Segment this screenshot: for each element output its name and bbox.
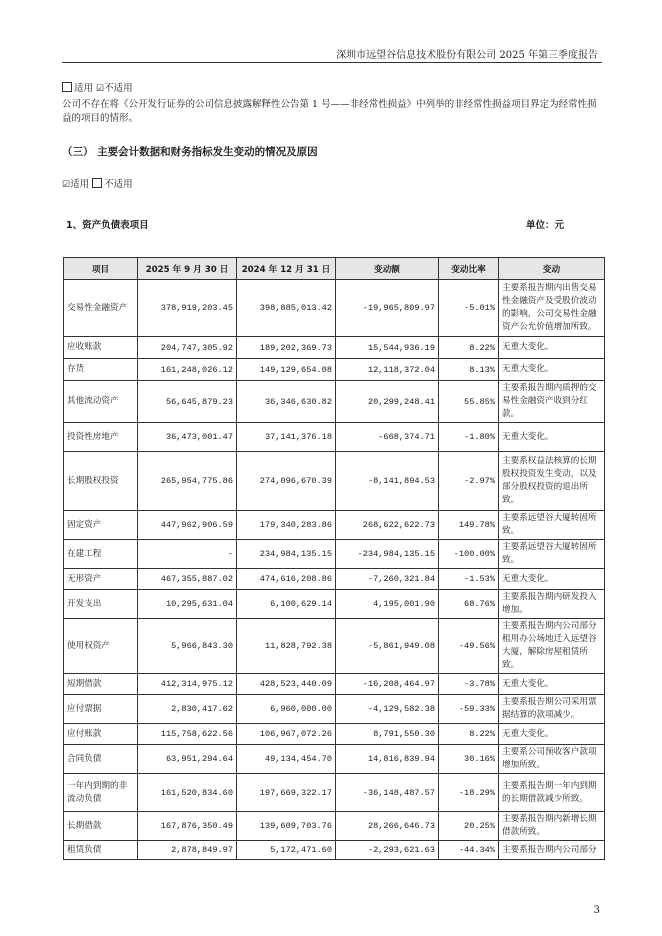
header-ratio: 变动比率: [439, 258, 499, 280]
cell-prior: 36,346,630.82: [237, 381, 336, 423]
table-row: [64, 452, 605, 511]
cell-ratio: -59.33%: [439, 695, 499, 724]
cell-prior: 6,960,000.00: [237, 695, 336, 724]
header-item: 项目: [64, 258, 138, 280]
checked-box-icon[interactable]: ☑: [62, 180, 71, 190]
cell-prior: 428,523,440.09: [237, 674, 336, 695]
cell-reason: 主要系报告期内出售交易性金融资产及受股价波动的影响，公司交易性金融资产公允价值增加所致。: [499, 280, 605, 337]
cell-change: -8,141,894.53: [336, 452, 439, 511]
cell-item: 应付账款: [64, 724, 138, 745]
cell-prior: 5,172,471.60: [237, 841, 336, 860]
table-row: [64, 381, 605, 423]
cell-ratio: 68.76%: [439, 590, 499, 619]
cell-current: 56,645,879.23: [138, 381, 237, 423]
cell-item: 其他流动资产: [64, 381, 138, 423]
cell-reason: 无重大变化。: [499, 359, 605, 381]
cell-reason: 无重大变化。: [499, 423, 605, 452]
cell-item: 一年内到期的非流动负债: [64, 774, 138, 812]
cell-reason: 主要系远望谷大厦转固所致。: [499, 511, 605, 540]
cell-current: 167,876,350.49: [138, 812, 237, 841]
cell-current: -: [138, 540, 237, 569]
cell-ratio: -3.78%: [439, 674, 499, 695]
cell-reason: 主要系报告期内新增长期借款所致。: [499, 812, 605, 841]
header-divider: [62, 62, 602, 63]
cell-reason: 主要系权益法核算的长期股权投资发生变动，以及部分股权投资的退出所致。: [499, 452, 605, 511]
cell-ratio: -2.97%: [439, 452, 499, 511]
header-prior: 2024 年 12 月 31 日: [237, 258, 336, 280]
table-row: [64, 423, 605, 452]
cell-reason: 无重大变化。: [499, 569, 605, 590]
cell-current: 204,747,305.92: [138, 337, 237, 359]
cell-change: -19,965,809.97: [336, 280, 439, 337]
table-row: [64, 774, 605, 812]
cell-current: 447,962,906.59: [138, 511, 237, 540]
cell-reason: 无重大变化。: [499, 337, 605, 359]
cell-change: 268,622,622.73: [336, 511, 439, 540]
cell-item: 合同负债: [64, 745, 138, 774]
cell-current: 63,951,294.64: [138, 745, 237, 774]
cell-change: -36,148,487.57: [336, 774, 439, 812]
cell-ratio: 30.16%: [439, 745, 499, 774]
cell-current: 265,954,775.86: [138, 452, 237, 511]
cell-current: 2,878,849.97: [138, 841, 237, 860]
cell-change: -4,129,582.38: [336, 695, 439, 724]
cell-change: 28,266,646.73: [336, 812, 439, 841]
option-not-applicable-label: 不适用: [104, 179, 133, 190]
checked-box-icon[interactable]: ☑: [96, 84, 105, 94]
cell-ratio: -1.53%: [439, 569, 499, 590]
cell-change: 14,816,839.94: [336, 745, 439, 774]
cell-current: 412,314,975.12: [138, 674, 237, 695]
cell-prior: 6,100,629.14: [237, 590, 336, 619]
cell-item: 租赁负债: [64, 841, 138, 860]
table-row: [64, 619, 605, 674]
non-recurring-statement: 公司不存在将《公开发行证券的公司信息披露解释性公告第 1 号——非经常性损益》中列举的非经常性损益项目界定为经常性损益的项目的情形。: [62, 99, 597, 124]
table-row: [64, 674, 605, 695]
cell-change: -16,208,464.97: [336, 674, 439, 695]
cell-ratio: -49.56%: [439, 619, 499, 674]
table-row: [64, 540, 605, 569]
table-row: [64, 590, 605, 619]
cell-reason: 无重大变化。: [499, 674, 605, 695]
cell-current: 161,520,834.60: [138, 774, 237, 812]
section-title: （三） 主要会计数据和财务指标发生变动的情况及原因: [62, 146, 318, 158]
table-row: [64, 841, 605, 860]
cell-prior: 49,134,454.70: [237, 745, 336, 774]
cell-prior: 37,141,376.18: [237, 423, 336, 452]
cell-reason: 主要系报告期内质押的交易性金融资产收到分红款。: [499, 381, 605, 423]
cell-item: 交易性金融资产: [64, 280, 138, 337]
cell-item: 短期借款: [64, 674, 138, 695]
cell-prior: 179,340,283.86: [237, 511, 336, 540]
cell-item: 固定资产: [64, 511, 138, 540]
cell-item: 应付票据: [64, 695, 138, 724]
cell-change: -234,984,135.15: [336, 540, 439, 569]
cell-current: 378,919,203.45: [138, 280, 237, 337]
cell-item: 长期股权投资: [64, 452, 138, 511]
table-row: [64, 724, 605, 745]
cell-change: 8,791,550.30: [336, 724, 439, 745]
cell-ratio: 55.85%: [439, 381, 499, 423]
cell-change: -2,293,621.63: [336, 841, 439, 860]
cell-ratio: 8.13%: [439, 359, 499, 381]
cell-ratio: 8.22%: [439, 724, 499, 745]
table-header-row: [64, 258, 605, 280]
unchecked-box-icon[interactable]: [62, 82, 72, 92]
cell-prior: 234,984,135.15: [237, 540, 336, 569]
cell-change: -5,861,949.08: [336, 619, 439, 674]
table-row: [64, 337, 605, 359]
subsection-title: 1、资产负债表项目: [66, 220, 149, 231]
cell-current: 161,248,026.12: [138, 359, 237, 381]
table-row: [64, 569, 605, 590]
cell-item: 在建工程: [64, 540, 138, 569]
table-row: [64, 511, 605, 540]
table-row: [64, 745, 605, 774]
cell-current: 115,758,622.56: [138, 724, 237, 745]
cell-item: 长期借款: [64, 812, 138, 841]
cell-prior: 274,096,670.39: [237, 452, 336, 511]
unchecked-box-icon[interactable]: [92, 178, 102, 188]
cell-ratio: 8.22%: [439, 337, 499, 359]
cell-prior: 11,828,792.38: [237, 619, 336, 674]
table-row: [64, 812, 605, 841]
report-header: 深圳市远望谷信息技术股份有限公司 2025 年第三季度报告: [336, 50, 598, 61]
cell-prior: 398,885,013.42: [237, 280, 336, 337]
cell-item: 应收账款: [64, 337, 138, 359]
header-current: 2025 年 9 月 30 日: [138, 258, 237, 280]
cell-ratio: 20.25%: [439, 812, 499, 841]
cell-ratio: 149.78%: [439, 511, 499, 540]
cell-change: 12,118,372.04: [336, 359, 439, 381]
cell-ratio: -44.34%: [439, 841, 499, 860]
cell-prior: 106,967,072.26: [237, 724, 336, 745]
cell-item: 开发支出: [64, 590, 138, 619]
cell-current: 2,830,417.62: [138, 695, 237, 724]
option-not-applicable-label: 不适用: [104, 83, 133, 94]
header-reason: 变动: [499, 258, 605, 280]
cell-reason: 主要系报告期内研发投入增加。: [499, 590, 605, 619]
cell-ratio: -18.29%: [439, 774, 499, 812]
cell-reason: 主要系报告期公司采用票据结算的款项减少。: [499, 695, 605, 724]
cell-prior: 149,129,654.08: [237, 359, 336, 381]
applicability-options-1: [62, 80, 133, 94]
cell-item: 存货: [64, 359, 138, 381]
cell-reason: 主要系报告期内公司部分: [499, 841, 605, 860]
cell-ratio: -5.01%: [439, 280, 499, 337]
table-row: [64, 695, 605, 724]
option-applicable-label: 适用: [74, 83, 94, 94]
option-applicable-label: 适用: [70, 179, 90, 190]
cell-item: 投资性房地产: [64, 423, 138, 452]
cell-current: 467,355,887.02: [138, 569, 237, 590]
cell-change: -668,374.71: [336, 423, 439, 452]
cell-current: 5,966,843.30: [138, 619, 237, 674]
unit-label: 单位：元: [526, 220, 565, 231]
cell-change: 20,299,248.41: [336, 381, 439, 423]
header-change: 变动额: [336, 258, 439, 280]
applicability-options-2: [62, 176, 133, 190]
cell-ratio: -1.80%: [439, 423, 499, 452]
cell-prior: 189,202,369.73: [237, 337, 336, 359]
cell-prior: 197,669,322.17: [237, 774, 336, 812]
cell-change: 4,195,001.90: [336, 590, 439, 619]
balance-sheet-table: [63, 257, 605, 860]
cell-reason: 主要系公司预收客户款项增加所致。: [499, 745, 605, 774]
cell-reason: 主要系报告期内公司部分租用办公场地迁入远望谷大厦，解除房屋租赁所致。: [499, 619, 605, 674]
cell-prior: 139,609,703.76: [237, 812, 336, 841]
cell-ratio: -100.00%: [439, 540, 499, 569]
cell-change: 15,544,936.19: [336, 337, 439, 359]
cell-current: 36,473,001.47: [138, 423, 237, 452]
cell-prior: 474,616,208.86: [237, 569, 336, 590]
cell-item: 无形资产: [64, 569, 138, 590]
page-number: 3: [593, 905, 600, 916]
cell-reason: 无重大变化。: [499, 724, 605, 745]
cell-reason: 主要系远望谷大厦转固所致。: [499, 540, 605, 569]
cell-item: 使用权资产: [64, 619, 138, 674]
table-row: [64, 359, 605, 381]
cell-current: 10,295,631.04: [138, 590, 237, 619]
cell-reason: 主要系报告期一年内到期的长期借款减少所致。: [499, 774, 605, 812]
table-row: [64, 280, 605, 337]
cell-change: -7,260,321.84: [336, 569, 439, 590]
